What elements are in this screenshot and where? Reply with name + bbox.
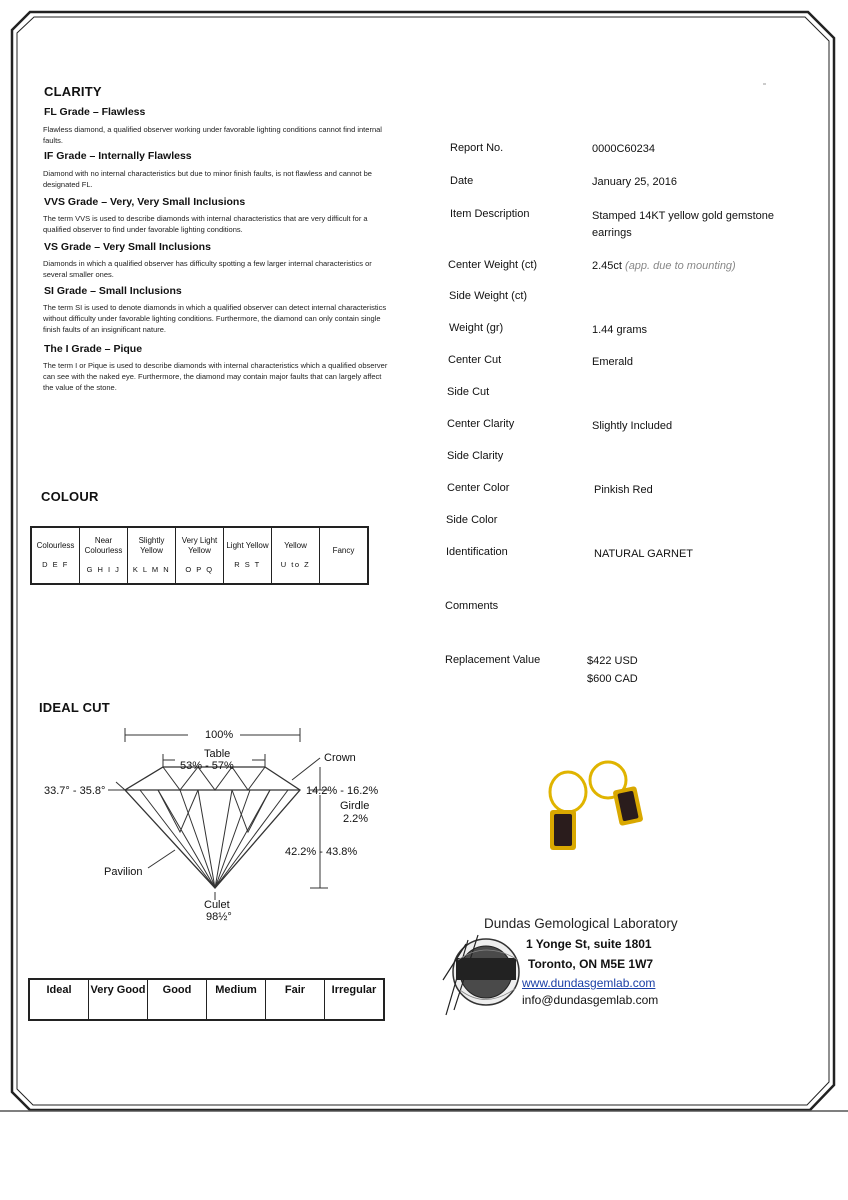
report-label: Side Clarity	[447, 450, 504, 462]
diagram-label-culet-value: 98½°	[206, 911, 232, 923]
diagram-label-total-width: 100%	[205, 729, 234, 741]
cut-grade-table	[28, 978, 385, 1021]
colour-cell	[80, 527, 128, 584]
lab-email[interactable]: info@dundasgemlab.com	[522, 993, 659, 1007]
diagram-label-crown: Crown	[324, 752, 356, 764]
colour-title: COLOUR	[41, 489, 99, 504]
diagram-label-pavilion: Pavilion	[104, 866, 143, 878]
grade-heading-if: IF Grade – Internally Flawless	[44, 150, 192, 162]
report-value: NATURAL GARNET	[594, 548, 694, 560]
colour-cell-label: Light Yellow	[226, 541, 269, 550]
diagram-label-girdle: Girdle	[340, 800, 370, 812]
grade-heading-vs: VS Grade – Very Small Inclusions	[44, 241, 211, 253]
report-label: Side Cut	[447, 386, 490, 398]
report-label: Replacement Value	[445, 654, 541, 666]
grade-heading-vvs: VVS Grade – Very, Very Small Inclusions	[44, 196, 246, 208]
diagram-label-pavilion-depth: 42.2% - 43.8%	[285, 846, 358, 858]
report-value: 2.45ct	[592, 260, 622, 272]
colour-cell	[224, 527, 272, 584]
grade-desc-i: The term I or Pique is used to describe diamonds with internal characteristics which a qualified observer can see with the naked eye. Furthermore, the diamond may contain major faults that can largely affect the value of the stone.	[43, 361, 388, 392]
colour-cell	[320, 527, 369, 584]
report-label: Weight (gr)	[449, 322, 504, 334]
report-value: Emerald	[592, 356, 633, 368]
colour-cell	[128, 527, 176, 584]
report-value-secondary: $600 CAD	[587, 673, 638, 685]
colour-cell-grades: G H I J	[86, 565, 121, 574]
cut-grade-cell: Fair	[266, 979, 325, 1020]
report-label: Date	[450, 175, 474, 187]
report-value: 0000C60234	[592, 143, 656, 155]
lab-name: Dundas Gemological Laboratory	[484, 916, 678, 931]
lab-address-line2: Toronto, ON M5E 1W7	[528, 957, 654, 971]
report-value-note: (app. due to mounting)	[625, 260, 736, 272]
colour-cell-label: Near Colourless	[84, 536, 123, 555]
report-label: Center Clarity	[447, 418, 515, 430]
report-label: Side Color	[446, 514, 498, 526]
report-label: Center Weight (ct)	[448, 259, 538, 271]
grade-desc-vs: Diamonds in which a qualified observer has difficulty spotting a few larger internal characteristics or several smaller ones.	[43, 259, 372, 279]
diagram-label-table: Table	[204, 748, 231, 760]
cut-grade-cell: Good	[148, 979, 207, 1020]
diagram-label-culet: Culet	[204, 899, 230, 911]
colour-cell	[31, 527, 80, 584]
grade-desc-if: Diamond with no internal characteristics but due to minor finish faults, is not flawless and cannot be designated FL.	[43, 169, 372, 189]
report-label: Center Cut	[448, 354, 502, 366]
report-label: Identification	[446, 546, 508, 558]
ideal-cut-title: IDEAL CUT	[39, 700, 110, 715]
report-value: 1.44 grams	[592, 324, 648, 336]
colour-cell-label: Colourless	[36, 541, 75, 550]
colour-cell-grades: R S T	[234, 560, 261, 569]
colour-cell	[176, 527, 224, 584]
report-value: Slightly Included	[592, 420, 673, 432]
cut-grade-cell: Ideal	[29, 979, 89, 1020]
report-value: Stamped 14KT yellow gold gemstone earrings	[592, 210, 775, 239]
report-value: $422 USD	[587, 655, 638, 667]
colour-cell	[272, 527, 320, 584]
cut-grade-cell: Irregular	[325, 979, 385, 1020]
colour-cell-grades: O P Q	[185, 565, 214, 574]
diagram-label-girdle-value: 2.2%	[343, 813, 369, 825]
colour-cell-label: Fancy	[332, 546, 355, 555]
diagram-label-table-range: 53% - 57%	[180, 760, 234, 772]
colour-cell-grades: K L M N	[132, 565, 171, 574]
cut-grade-cell: Very Good	[89, 979, 148, 1020]
report-label: Center Color	[447, 482, 510, 494]
lab-seal-logo	[438, 920, 528, 1020]
grade-desc-vvs: The term VVS is used to describe diamonds with internal characteristics that are very difficult for a qualified observer to find under favorable lighting conditions.	[43, 214, 368, 234]
report-label: Item Description	[450, 208, 530, 220]
grade-heading-i: The I Grade – Pique	[44, 343, 143, 355]
report-label: Report No.	[450, 142, 504, 154]
report-value: Pinkish Red	[594, 484, 653, 496]
report-label: Side Weight (ct)	[449, 290, 528, 302]
grade-desc-si: The term SI is used to denote diamonds in which a qualified observer can detect internal characteristics without difficulty under favorable lighting conditions. Furthermore, the diamond can only contain single finish faults of an insignificant nature.	[43, 303, 387, 334]
grade-heading-fl: FL Grade – Flawless	[44, 106, 146, 118]
diagram-label-angle: 33.7° - 35.8°	[44, 785, 106, 797]
lab-address-line1: 1 Yonge St, suite 1801	[526, 937, 652, 951]
clarity-title: CLARITY	[44, 84, 102, 99]
diagram-label-crown-height: 14.2% - 16.2%	[306, 785, 379, 797]
grade-desc-fl: Flawless diamond, a qualified observer working under favorable lighting conditions cannot find internal faults.	[43, 125, 382, 145]
grade-heading-si: SI Grade – Small Inclusions	[44, 285, 182, 297]
report-value: January 25, 2016	[592, 176, 678, 188]
colour-cell-label: Yellow	[284, 541, 307, 550]
colour-cell-grades: D E F	[42, 560, 69, 569]
colour-cell-label: Very Light Yellow	[181, 536, 218, 555]
colour-cell-label: Slightly Yellow	[138, 536, 165, 555]
lab-website-link[interactable]: www.dundasgemlab.com	[522, 976, 656, 990]
colour-scale-table	[30, 526, 369, 585]
cut-grade-cell: Medium	[207, 979, 266, 1020]
report-label: Comments	[445, 600, 499, 612]
earrings-photo	[530, 760, 680, 870]
colour-cell-grades: U to Z	[280, 560, 311, 569]
